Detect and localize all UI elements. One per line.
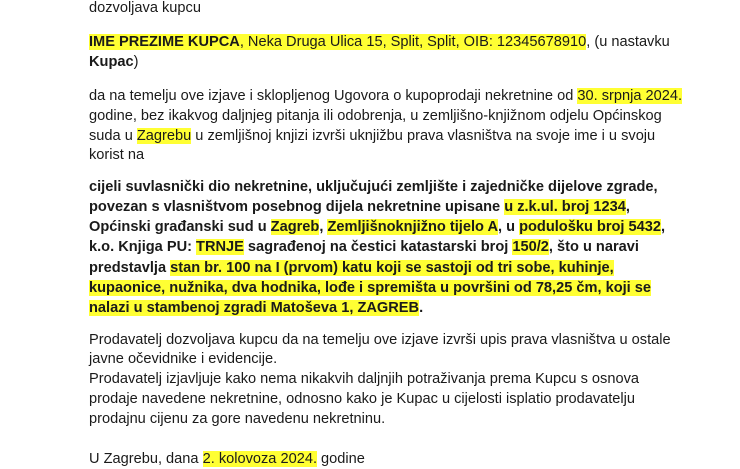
text-line	[89, 278, 651, 298]
text-line	[89, 449, 365, 469]
text-segment: U Zagrebu, dana	[89, 451, 203, 467]
text-segment: godine, bez ikakvog daljnjeg pitanja ili odobrenja, u zemljišno-knjižnom odjelu Općinskog	[89, 108, 662, 124]
highlighted-text: kupaonice, nužnika, dva hodnika, lođe i spremišta u površini od 78,25 čm, koji se	[89, 280, 652, 296]
text-segment: predstavlja	[89, 260, 171, 276]
text-segment: ,	[625, 199, 630, 215]
text-line	[89, 258, 614, 278]
highlighted-text: 150/2	[512, 239, 549, 255]
text-line	[89, 177, 658, 197]
highlighted-text: IME PREZIME KUPCA	[89, 34, 240, 50]
text-segment: da na temelju ove izjave i sklopljenog Ugovora o kupoprodaji nekretnine od	[89, 88, 578, 104]
text-segment: sagrađenoj na čestici katastarski broj	[243, 239, 513, 255]
text-line	[89, 237, 639, 257]
text-line	[89, 389, 635, 409]
text-segment: u zemljišnoj knjizi izvrši uknjižbu prava vlasništva na svoje ime i u svoju	[191, 128, 656, 144]
text-segment: ,	[319, 219, 328, 235]
text-segment: dozvoljava kupcu	[89, 0, 201, 16]
text-segment: suda u	[89, 128, 137, 144]
text-line	[89, 330, 671, 350]
text-line	[89, 349, 277, 369]
text-segment: Kupac	[89, 54, 134, 70]
text-segment: ,	[661, 219, 666, 235]
text-line	[89, 145, 144, 165]
text-line	[89, 106, 662, 126]
text-line	[89, 217, 665, 237]
text-line	[89, 52, 138, 72]
text-line	[89, 32, 670, 52]
text-segment: javne očevidnike i evidencije.	[89, 351, 278, 367]
text-segment: )	[133, 54, 139, 70]
text-segment: povezan s vlasništvom posebnog dijela nekretnine upisane	[89, 199, 505, 215]
text-segment: korist na	[89, 147, 145, 163]
text-segment: , što u naravi	[548, 239, 639, 255]
text-segment: , (u nastavku	[586, 34, 670, 50]
highlighted-text: Zemljišnoknjižno tijelo A	[327, 219, 498, 235]
text-line	[89, 197, 630, 217]
text-segment: Općinski građanski sud u	[89, 219, 271, 235]
text-line	[89, 0, 201, 18]
text-segment: prodaje navedene nekretnine, odnosno kako je Kupac u cijelosti isplatio prodavatelju	[89, 391, 636, 407]
text-line	[89, 369, 639, 389]
highlighted-text: Zagreb	[270, 219, 320, 235]
text-segment: , u	[497, 219, 520, 235]
text-segment: Prodavatelj izjavljuje kako nema nikakvih daljnjih potraživanja prema Kupcu s osnova	[89, 371, 639, 387]
highlighted-text: u z.k.ul. broj 1234	[504, 199, 626, 215]
highlighted-text: nalazi u stambenoj zgradi Matoševa 1, ZAGREB	[89, 300, 420, 316]
text-line	[89, 86, 682, 106]
highlighted-text: 2. kolovoza 2024.	[202, 451, 317, 467]
text-segment: k.o. Knjiga PU:	[89, 239, 197, 255]
text-segment: godine	[317, 451, 365, 467]
text-segment: .	[419, 300, 424, 316]
text-line	[89, 298, 423, 318]
text-segment: cijeli suvlasnički dio nekretnine, uključujući zemljište i zajedničke dijelove zgrade,	[89, 179, 658, 195]
text-segment: prodajnu cijenu za gore navedenu nekretninu.	[89, 411, 386, 427]
highlighted-text: 30. srpnja 2024.	[577, 88, 683, 104]
text-line	[89, 409, 385, 429]
highlighted-text: podulošku broj 5432	[519, 219, 661, 235]
highlighted-text: stan br. 100 na I (prvom) katu koji se sastoji od tri sobe, kuhinje,	[170, 260, 614, 276]
text-segment: Prodavatelj dozvoljava kupcu da na temelju ove izjave izvrši upis prava vlasništva u ostale	[89, 332, 671, 348]
text-line	[89, 126, 655, 146]
highlighted-text: , Neka Druga Ulica 15, Split, Split, OIB: 12345678910	[239, 34, 587, 50]
highlighted-text: TRNJE	[196, 239, 244, 255]
highlighted-text: Zagrebu	[136, 128, 192, 144]
